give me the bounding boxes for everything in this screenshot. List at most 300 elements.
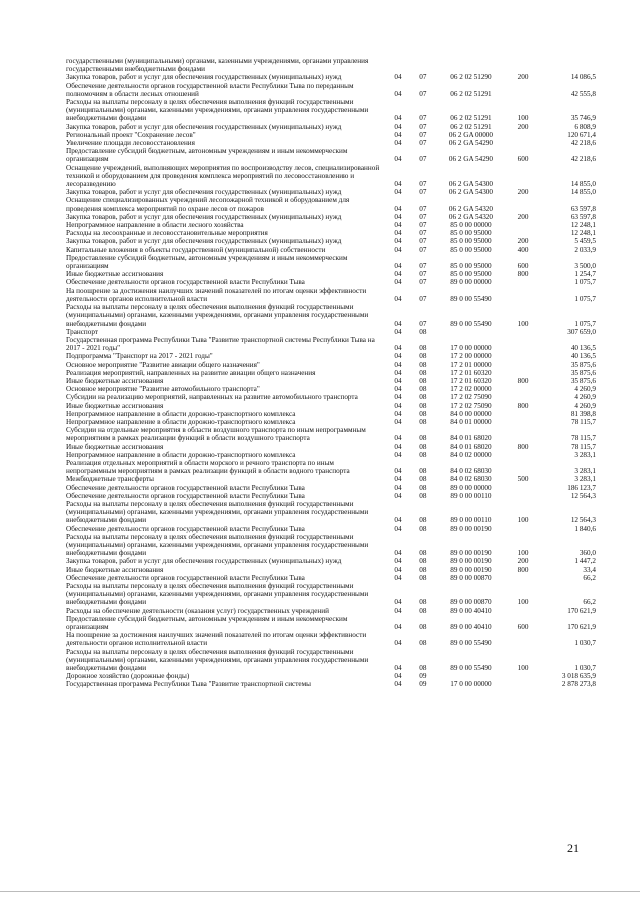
table-row — [66, 229, 596, 237]
page-bottom-edge — [0, 891, 640, 892]
row-name: Государственная программа Республики Тыва "Развитие транспортной системы Республики Тыва на 2017 - 2021 годы" — [66, 335, 375, 353]
row-target-article: 84 0 00 00000 — [450, 409, 492, 418]
row-name: Расходы на выплаты персоналу в целях обеспечения выполнения функций государственными (муниципальными) органами, казенными учреждениями, органами управления государственными внебюджетными фондами — [66, 647, 369, 673]
row-subsection: 08 — [419, 434, 427, 443]
row-name: Оснащение учреждений, выполняющих мероприятия по воспроизводству лесов, специализированной техникой и оборудованием для проведения комплекса мероприятий по лесовосстановлению и лесоразведению — [66, 163, 380, 189]
row-expense-type: 100 — [517, 549, 529, 558]
row-section: 04 — [394, 327, 402, 336]
row-name: Непрограммное направление в области дорожно-транспортного комплекса — [66, 450, 296, 459]
row-amount: 1 254,7 — [574, 270, 596, 279]
table-row — [66, 221, 596, 229]
table-row — [66, 369, 596, 377]
row-subsection: 07 — [419, 122, 427, 131]
page-number: 21 — [567, 841, 579, 855]
table-row — [66, 287, 596, 303]
row-target-article: 06 2 GA 54320 — [448, 212, 493, 221]
table-row — [66, 451, 596, 459]
row-section: 04 — [394, 89, 402, 98]
row-amount: 4 260,9 — [574, 401, 596, 410]
table-row — [66, 377, 596, 385]
row-expense-type: 200 — [517, 188, 529, 197]
row-section: 04 — [394, 385, 402, 394]
row-expense-type: 100 — [517, 319, 529, 328]
row-section: 04 — [394, 434, 402, 443]
row-subsection: 08 — [419, 573, 427, 582]
row-target-article: 89 0 00 55490 — [450, 294, 492, 303]
row-name: Субсидии на реализацию мероприятий, направленных на развитие автомобильного транспорта — [66, 393, 358, 402]
row-section: 04 — [394, 409, 402, 418]
table-row — [66, 123, 596, 131]
row-name: Предоставление субсидий бюджетным, автономным учреждениям и иным некоммерческим организациям — [66, 253, 348, 271]
row-name: Подпрограмма "Транспорт на 2017 - 2021 годы" — [66, 352, 213, 361]
row-section: 04 — [394, 491, 402, 500]
row-section: 04 — [394, 573, 402, 582]
table-row — [66, 328, 596, 336]
row-section: 04 — [394, 598, 402, 607]
table-row — [66, 147, 596, 163]
row-target-article: 17 2 02 00000 — [450, 385, 492, 394]
row-section: 04 — [394, 262, 402, 271]
row-amount: 186 123,7 — [567, 483, 596, 492]
row-section: 04 — [394, 229, 402, 238]
row-section: 04 — [394, 524, 402, 533]
table-row — [66, 631, 596, 647]
row-subsection: 08 — [419, 598, 427, 607]
table-row — [66, 492, 596, 500]
row-target-article: 06 2 02 51291 — [450, 114, 492, 123]
row-subsection: 08 — [419, 360, 427, 369]
row-expense-type: 800 — [517, 565, 529, 574]
row-name: Иные бюджетные ассигнования — [66, 376, 164, 385]
row-subsection: 07 — [419, 278, 427, 287]
row-expense-type: 600 — [517, 262, 529, 271]
row-target-article: 17 2 01 60320 — [450, 376, 492, 385]
row-subsection: 07 — [419, 270, 427, 279]
row-expense-type: 800 — [517, 376, 529, 385]
row-section: 04 — [394, 475, 402, 484]
row-amount: 6 808,9 — [574, 122, 596, 131]
row-section: 04 — [394, 212, 402, 221]
row-amount: 1 075,7 — [574, 278, 596, 287]
row-target-article: 17 2 01 00000 — [450, 360, 492, 369]
row-target-article: 84 0 02 00000 — [450, 450, 492, 459]
row-amount: 12 564,3 — [570, 516, 596, 525]
table-row — [66, 557, 596, 565]
row-name: Закупка товаров, работ и услуг для обеспечения государственных (муниципальных) нужд — [66, 73, 342, 82]
row-section: 04 — [394, 270, 402, 279]
row-section: 04 — [394, 221, 402, 230]
row-subsection: 08 — [419, 557, 427, 566]
row-amount: 42 218,6 — [570, 155, 596, 164]
row-target-article: 84 0 01 00000 — [450, 417, 492, 426]
table-row — [66, 582, 596, 607]
row-expense-type: 100 — [517, 114, 529, 123]
row-amount: 1 030,7 — [574, 639, 596, 648]
row-target-article: 89 0 00 00000 — [450, 483, 492, 492]
row-name: Иные бюджетные ассигнования — [66, 270, 164, 279]
row-name: Расходы на выплаты персоналу в целях обеспечения выполнения функций государственными (муниципальными) органами, казенными учреждениями, органами управления государственными внебюджетными фондами — [66, 582, 369, 607]
row-target-article: 06 2 02 51291 — [450, 89, 492, 98]
row-target-article: 17 2 02 75090 — [450, 401, 492, 410]
row-name: Транспорт — [66, 327, 99, 336]
row-section: 04 — [394, 245, 402, 254]
table-row — [66, 672, 596, 680]
row-section: 04 — [394, 188, 402, 197]
row-expense-type: 800 — [517, 442, 529, 451]
row-section: 04 — [394, 344, 402, 353]
row-name: Обеспечение деятельности органов государственной власти Республики Тыва — [66, 483, 305, 492]
table-row — [66, 615, 596, 631]
row-name: Обеспечение деятельности органов государственной власти Республики Тыва по переданным полномочиям в области лесных отношений — [66, 81, 354, 98]
row-name: Иные бюджетные ассигнования — [66, 565, 164, 574]
row-subsection: 07 — [419, 180, 427, 189]
row-subsection: 08 — [419, 393, 427, 402]
row-amount: 4 260,9 — [574, 393, 596, 402]
row-name: Закупка товаров, работ и услуг для обеспечения государственных (муниципальных) нужд — [66, 212, 342, 221]
table-row — [66, 680, 596, 688]
row-section: 04 — [394, 639, 402, 648]
row-amount: 12 248,1 — [570, 221, 596, 230]
row-name: государственными (муниципальными) органами, казенными учреждениями, органами управления государственными внебюджетными фондами — [66, 57, 369, 74]
row-amount: 360,0 — [579, 549, 596, 558]
row-section: 04 — [394, 516, 402, 525]
row-subsection: 08 — [419, 549, 427, 558]
row-expense-type: 400 — [517, 245, 529, 254]
row-amount: 170 621,9 — [567, 623, 596, 632]
row-target-article: 06 2 GA 54300 — [448, 180, 493, 189]
table-row — [66, 361, 596, 369]
row-name: Увеличение площади лесовосстановления — [66, 139, 195, 148]
row-target-article: 06 2 02 51291 — [450, 122, 492, 131]
row-name: Закупка товаров, работ и услуг для обеспечения государственных (муниципальных) нужд — [66, 237, 342, 246]
row-subsection: 08 — [419, 565, 427, 574]
row-name: На поощрение за достижения наилучших значений показателей по итогам оценки эффективности деятельности органов исполнительной власти — [66, 631, 367, 648]
row-subsection: 08 — [419, 623, 427, 632]
row-expense-type: 500 — [517, 475, 529, 484]
row-target-article: 06 2 GA 54300 — [448, 188, 493, 197]
table-row — [66, 237, 596, 245]
row-name: Расходы на выплаты персоналу в целях обеспечения выполнения функций государственными (муниципальными) органами, казенными учреждениями, органами управления государственными внебюджетными фондами — [66, 303, 369, 328]
row-amount: 66,2 — [583, 573, 596, 582]
row-target-article: 17 0 00 00000 — [450, 344, 492, 353]
row-amount: 1 840,6 — [574, 524, 596, 533]
row-amount: 3 283,1 — [574, 467, 596, 476]
table-row — [66, 566, 596, 574]
row-name: Дорожное хозяйство (дорожные фонды) — [66, 672, 190, 681]
row-subsection: 07 — [419, 294, 427, 303]
row-section: 04 — [394, 450, 402, 459]
row-section: 04 — [394, 401, 402, 410]
row-name: Иные бюджетные ассигнования — [66, 401, 164, 410]
row-subsection: 08 — [419, 401, 427, 410]
row-subsection: 08 — [419, 467, 427, 476]
row-section: 04 — [394, 467, 402, 476]
row-target-article: 85 0 00 95000 — [450, 237, 492, 246]
row-section: 04 — [394, 130, 402, 139]
row-name: Оснащение специализированных учреждений лесопожарной техникой и оборудованием для проведения комплекса мероприятий по охране лесов от пожаров — [66, 196, 350, 213]
row-amount: 2 033,9 — [574, 245, 596, 254]
row-name: Предоставление субсидий бюджетным, автономным учреждениям и иным некоммерческим организациям — [66, 614, 348, 632]
table-row — [66, 98, 596, 123]
row-amount: 3 500,0 — [574, 262, 596, 271]
row-target-article: 06 2 GA 00000 — [448, 130, 493, 139]
row-target-article: 85 0 00 95000 — [450, 270, 492, 279]
row-subsection: 08 — [419, 475, 427, 484]
row-subsection: 08 — [419, 368, 427, 377]
row-subsection: 08 — [419, 376, 427, 385]
table-row — [66, 213, 596, 221]
row-subsection: 07 — [419, 229, 427, 238]
row-section: 04 — [394, 352, 402, 361]
row-amount: 78 115,7 — [571, 417, 596, 426]
row-subsection: 07 — [419, 155, 427, 164]
table-row — [66, 131, 596, 139]
row-subsection: 08 — [419, 385, 427, 394]
row-name: Иные бюджетные ассигнования — [66, 442, 164, 451]
row-amount: 170 621,9 — [567, 606, 596, 615]
table-row — [66, 303, 596, 328]
row-subsection: 08 — [419, 606, 427, 615]
row-name: Обеспечение деятельности органов государственной власти Республики Тыва — [66, 573, 305, 582]
row-section: 04 — [394, 360, 402, 369]
row-target-article: 84 0 01 68020 — [450, 434, 492, 443]
row-amount: 35 746,9 — [570, 114, 596, 123]
row-section: 04 — [394, 114, 402, 123]
row-amount: 63 597,8 — [570, 204, 596, 213]
row-amount: 78 115,7 — [571, 442, 596, 451]
row-name: Основное мероприятие "Развитие автомобильного транспорта" — [66, 385, 260, 394]
row-amount: 3 283,1 — [574, 475, 596, 484]
row-section: 04 — [394, 606, 402, 615]
row-section: 04 — [394, 672, 402, 681]
row-amount: 1 030,7 — [574, 664, 596, 673]
table-row — [66, 648, 596, 673]
row-name: Расходы на обеспечение деятельности (оказания услуг) государственных учреждений — [66, 606, 329, 615]
row-section: 04 — [394, 73, 402, 82]
row-target-article: 89 0 00 00190 — [450, 565, 492, 574]
row-target-article: 89 0 00 00190 — [450, 557, 492, 566]
row-target-article: 17 0 00 00000 — [450, 680, 492, 689]
row-name: Расходы на выплаты персоналу в целях обеспечения выполнения функций государственными (муниципальными) органами, казенными учреждениями, органами управления государственными внебюджетными фондами — [66, 98, 369, 123]
row-subsection: 07 — [419, 212, 427, 221]
row-section: 04 — [394, 180, 402, 189]
table-row — [66, 533, 596, 558]
budget-table — [66, 57, 596, 689]
row-section: 04 — [394, 483, 402, 492]
row-name: Непрограммное направление в области лесного хозяйства — [66, 221, 244, 230]
row-name: Закупка товаров, работ и услуг для обеспечения государственных (муниципальных) нужд — [66, 188, 342, 197]
row-section: 04 — [394, 680, 402, 689]
row-subsection: 07 — [419, 188, 427, 197]
row-section: 04 — [394, 278, 402, 287]
row-subsection: 07 — [419, 114, 427, 123]
row-subsection: 08 — [419, 491, 427, 500]
table-row — [66, 270, 596, 278]
row-subsection: 07 — [419, 319, 427, 328]
table-row — [66, 73, 596, 81]
row-name: Предоставление субсидий бюджетным, автономным учреждениям и иным некоммерческим организациям — [66, 147, 348, 164]
row-expense-type: 100 — [517, 516, 529, 525]
table-row — [66, 385, 596, 393]
row-amount: 78 115,7 — [571, 434, 596, 443]
row-amount: 42 555,8 — [570, 89, 596, 98]
row-amount: 12 564,3 — [570, 491, 596, 500]
row-name: Расходы на выплаты персоналу в целях обеспечения выполнения функций государственными (муниципальными) органами, казенными учреждениями, органами управления государственными внебюджетными фондами — [66, 532, 369, 558]
table-row — [66, 500, 596, 525]
table-row — [66, 246, 596, 254]
row-section: 04 — [394, 204, 402, 213]
row-amount: 5 459,5 — [574, 237, 596, 246]
row-amount: 14 086,5 — [570, 73, 596, 82]
row-name: Расходы на выплаты персоналу в целях обеспечения выполнения функций государственными (муниципальными) органами, казенными учреждениями, органами управления государственными внебюджетными фондами — [66, 499, 369, 525]
row-section: 04 — [394, 294, 402, 303]
row-amount: 42 218,6 — [570, 139, 596, 148]
table-row — [66, 278, 596, 286]
row-amount: 307 659,0 — [567, 327, 596, 336]
row-target-article: 89 0 00 40410 — [450, 623, 492, 632]
row-target-article: 89 0 00 55490 — [450, 639, 492, 648]
row-name: Реализация отдельных мероприятий в области морского и речного транспорта по иным непрограммным мероприятиям в рамках реализации функций в области водного транспорта — [66, 458, 350, 476]
table-row — [66, 164, 596, 189]
row-amount: 12 248,1 — [570, 229, 596, 238]
row-expense-type: 800 — [517, 270, 529, 279]
row-subsection: 07 — [419, 89, 427, 98]
row-subsection: 07 — [419, 221, 427, 230]
table-row — [66, 139, 596, 147]
row-target-article: 89 0 00 00110 — [450, 516, 492, 525]
row-target-article: 06 2 GA 54290 — [448, 139, 493, 148]
table-row — [66, 352, 596, 360]
row-target-article: 85 0 00 95000 — [450, 229, 492, 238]
table-row — [66, 574, 596, 582]
row-target-article: 17 2 02 75090 — [450, 393, 492, 402]
row-subsection: 08 — [419, 639, 427, 648]
row-subsection: 09 — [419, 680, 427, 689]
row-subsection: 07 — [419, 204, 427, 213]
table-row — [66, 410, 596, 418]
table-row — [66, 402, 596, 410]
row-target-article: 89 0 00 55490 — [450, 319, 492, 328]
row-section: 04 — [394, 237, 402, 246]
row-amount: 66,2 — [583, 598, 596, 607]
row-section: 04 — [394, 122, 402, 131]
row-name: Региональный проект "Сохранение лесов" — [66, 130, 196, 139]
row-target-article: 84 0 02 68030 — [450, 467, 492, 476]
row-section: 04 — [394, 319, 402, 328]
row-section: 04 — [394, 376, 402, 385]
row-name: Закупка товаров, работ и услуг для обеспечения государственных (муниципальных) нужд — [66, 557, 342, 566]
row-amount: 40 136,5 — [570, 352, 596, 361]
row-section: 04 — [394, 623, 402, 632]
row-target-article: 17 2 00 00000 — [450, 352, 492, 361]
row-amount: 33,4 — [583, 565, 596, 574]
row-name: Межбюджетные трансферты — [66, 475, 154, 484]
row-amount: 3 283,1 — [574, 450, 596, 459]
row-amount: 81 398,8 — [570, 409, 596, 418]
row-target-article: 89 0 00 40410 — [450, 606, 492, 615]
row-subsection: 07 — [419, 130, 427, 139]
row-section: 04 — [394, 155, 402, 164]
row-subsection: 08 — [419, 352, 427, 361]
row-expense-type: 200 — [517, 122, 529, 131]
row-subsection: 08 — [419, 442, 427, 451]
row-subsection: 07 — [419, 237, 427, 246]
row-subsection: 08 — [419, 409, 427, 418]
row-amount: 2 878 273,8 — [561, 680, 596, 689]
row-name: На поощрение за достижения наилучших значений показателей по итогам оценки эффективности деятельности органов исполнительной власти — [66, 286, 367, 303]
row-expense-type: 100 — [517, 598, 529, 607]
row-amount: 4 260,9 — [574, 385, 596, 394]
row-name: Капитальные вложения в объекты государственной (муниципальной) собственности — [66, 245, 326, 254]
table-row — [66, 254, 596, 270]
row-subsection: 07 — [419, 245, 427, 254]
table-row — [66, 188, 596, 196]
row-target-article: 06 2 02 51290 — [450, 73, 492, 82]
row-name: Непрограммное направление в области дорожно-транспортного комплекса — [66, 409, 296, 418]
table-row — [66, 607, 596, 615]
table-row — [66, 418, 596, 426]
row-target-article: 89 0 00 00190 — [450, 524, 492, 533]
row-amount: 120 671,4 — [567, 130, 596, 139]
row-name: Реализация мероприятий, направленных на развитие авиации общего назначения — [66, 368, 316, 377]
table-row — [66, 443, 596, 451]
row-name: Государственная программа Республики Тыва "Развитие транспортной системы — [66, 680, 311, 689]
row-target-article: 06 2 GA 54290 — [448, 155, 493, 164]
table-row — [66, 393, 596, 401]
table-row — [66, 459, 596, 475]
row-subsection: 08 — [419, 664, 427, 673]
row-target-article: 89 0 00 00110 — [450, 491, 492, 500]
row-subsection: 08 — [419, 516, 427, 525]
row-amount: 40 136,5 — [570, 344, 596, 353]
row-amount: 1 075,7 — [574, 294, 596, 303]
row-target-article: 89 0 00 00870 — [450, 598, 492, 607]
row-expense-type: 200 — [517, 212, 529, 221]
row-subsection: 08 — [419, 524, 427, 533]
row-section: 04 — [394, 139, 402, 148]
row-expense-type: 600 — [517, 623, 529, 632]
row-subsection: 09 — [419, 672, 427, 681]
row-subsection: 08 — [419, 417, 427, 426]
row-target-article: 85 0 00 95000 — [450, 245, 492, 254]
table-row — [66, 57, 596, 73]
row-name: Расходы на лесоохранные и лесовосстановительные мероприятия — [66, 229, 268, 238]
table-row — [66, 484, 596, 492]
row-subsection: 07 — [419, 139, 427, 148]
row-name: Обеспечение деятельности органов государственной власти Республики Тыва — [66, 524, 305, 533]
row-subsection: 07 — [419, 73, 427, 82]
row-amount: 14 855,0 — [570, 180, 596, 189]
row-section: 04 — [394, 442, 402, 451]
table-row — [66, 426, 596, 442]
row-section: 04 — [394, 557, 402, 566]
row-section: 04 — [394, 565, 402, 574]
row-name: Обеспечение деятельности органов государственной власти Республики Тыва — [66, 491, 305, 500]
row-subsection: 08 — [419, 344, 427, 353]
row-section: 04 — [394, 393, 402, 402]
table-row — [66, 336, 596, 352]
row-target-article: 89 0 00 00000 — [450, 278, 492, 287]
row-name: Обеспечение деятельности органов государственной власти Республики Тыва — [66, 278, 305, 287]
row-expense-type: 100 — [517, 664, 529, 673]
row-target-article: 17 2 01 60320 — [450, 368, 492, 377]
row-expense-type: 200 — [517, 557, 529, 566]
row-section: 04 — [394, 549, 402, 558]
row-subsection: 07 — [419, 262, 427, 271]
row-subsection: 08 — [419, 450, 427, 459]
row-name: Субсидии на отдельные мероприятия в области воздушного транспорта по иным непрограммным мероприятиям в рамках реализации функций в области воздушного транспорта — [66, 426, 366, 443]
row-section: 04 — [394, 417, 402, 426]
